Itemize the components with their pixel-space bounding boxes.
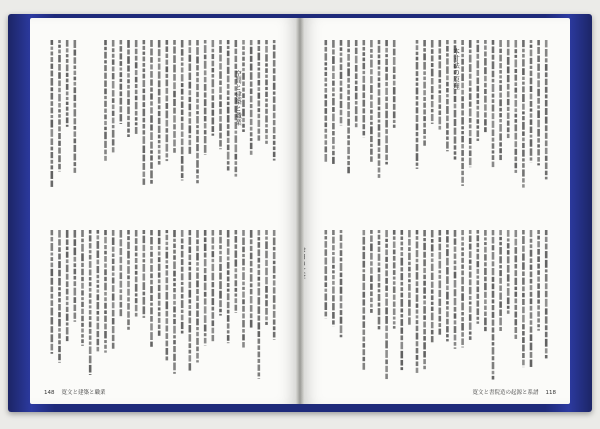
text-columns (48, 230, 278, 380)
right-page (302, 18, 570, 404)
left-bottom-text-block (48, 230, 278, 380)
text-columns (322, 40, 550, 190)
left-folio: 148 (44, 390, 55, 396)
book-gutter (296, 18, 304, 404)
right-running-title: 寛文と書院造の起源と系譜 (472, 390, 539, 396)
left-page (30, 18, 298, 404)
left-footer (44, 388, 106, 396)
left-running-title: 寛文と建築と職業 (61, 390, 106, 396)
left-section-heading: 空間と建築と職業 (234, 70, 242, 126)
left-top-text-block (48, 40, 278, 190)
right-bottom-text-block (322, 230, 550, 380)
text-columns (322, 230, 550, 380)
right-top-text-block (322, 40, 550, 190)
right-section-heading: 本寸法の原理 (452, 48, 460, 90)
text-columns (48, 40, 278, 190)
right-footer (472, 388, 556, 396)
right-folio: 118 (545, 390, 556, 396)
